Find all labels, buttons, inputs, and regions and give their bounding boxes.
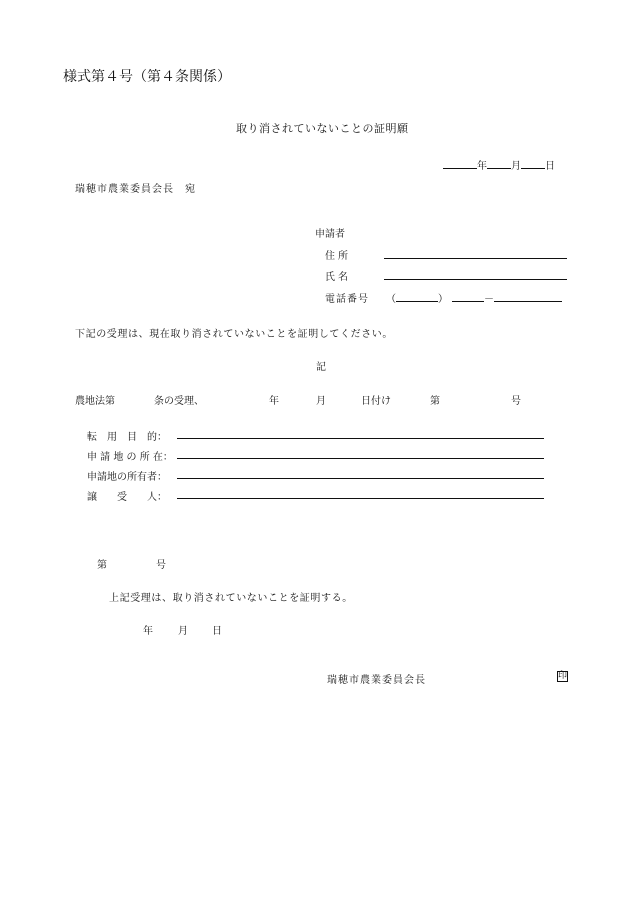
applicant-heading: 申請者 <box>315 229 345 240</box>
purpose-field[interactable] <box>177 438 544 439</box>
cert-day: 日 <box>212 626 222 637</box>
cert-no-suffix: 号 <box>156 560 166 571</box>
month-label: 月 <box>511 161 521 172</box>
phone-close-paren: ） <box>438 294 448 305</box>
record-article: 条の受理、 <box>154 396 204 407</box>
field-label-purpose: 転 用 目 的： <box>87 432 167 443</box>
seal-icon: 印 <box>558 671 568 681</box>
phone-area-blank[interactable] <box>396 290 438 302</box>
cert-text: 上記受理は、取り消されていないことを証明する。 <box>109 593 353 604</box>
document-title: 取り消されていないことの証明願 <box>236 122 409 135</box>
day-blank[interactable] <box>521 157 545 169</box>
cert-issuer: 瑞穂市農業委員会長 <box>327 675 426 686</box>
cert-month: 月 <box>178 626 188 637</box>
record-year: 年 <box>269 396 279 407</box>
address-field[interactable] <box>384 258 567 259</box>
request-text: 下記の受理は、現在取り消されていないことを証明してください。 <box>75 329 393 340</box>
day-label: 日 <box>545 161 555 172</box>
ki-heading: 記 <box>316 362 326 373</box>
month-blank[interactable] <box>487 157 511 169</box>
cert-no-prefix: 第 <box>97 560 107 571</box>
addressee: 瑞穂市農業委員会長 宛 <box>75 184 196 195</box>
record-law: 農地法第 <box>75 396 115 407</box>
record-day: 日付け <box>361 396 391 407</box>
name-field[interactable] <box>384 279 567 280</box>
cert-year: 年 <box>143 626 153 637</box>
location-field[interactable] <box>177 458 544 459</box>
owner-field[interactable] <box>177 478 544 479</box>
phone-number-blank[interactable] <box>494 290 562 302</box>
year-label: 年 <box>477 161 487 172</box>
name-label: 氏名 <box>325 272 351 283</box>
phone-field[interactable] <box>386 290 562 305</box>
year-blank[interactable] <box>443 157 477 169</box>
phone-open-paren: （ <box>386 294 396 305</box>
field-label-transferee: 譲 受 人： <box>87 492 167 503</box>
date-line <box>443 157 555 172</box>
record-no-prefix: 第 <box>430 396 440 407</box>
phone-label: 電話番号 <box>325 294 369 305</box>
phone-exchange-blank[interactable] <box>452 290 484 302</box>
record-no-suffix: 号 <box>511 396 521 407</box>
record-month: 月 <box>316 396 326 407</box>
address-label: 住所 <box>325 251 351 262</box>
phone-dash: － <box>484 294 494 305</box>
form-number-label: 様式第４号（第４条関係） <box>63 69 231 85</box>
field-label-location: 申 請 地 の 所 在： <box>87 452 173 463</box>
field-label-owner: 申請地の所有者： <box>87 472 167 483</box>
transferee-field[interactable] <box>177 498 544 499</box>
